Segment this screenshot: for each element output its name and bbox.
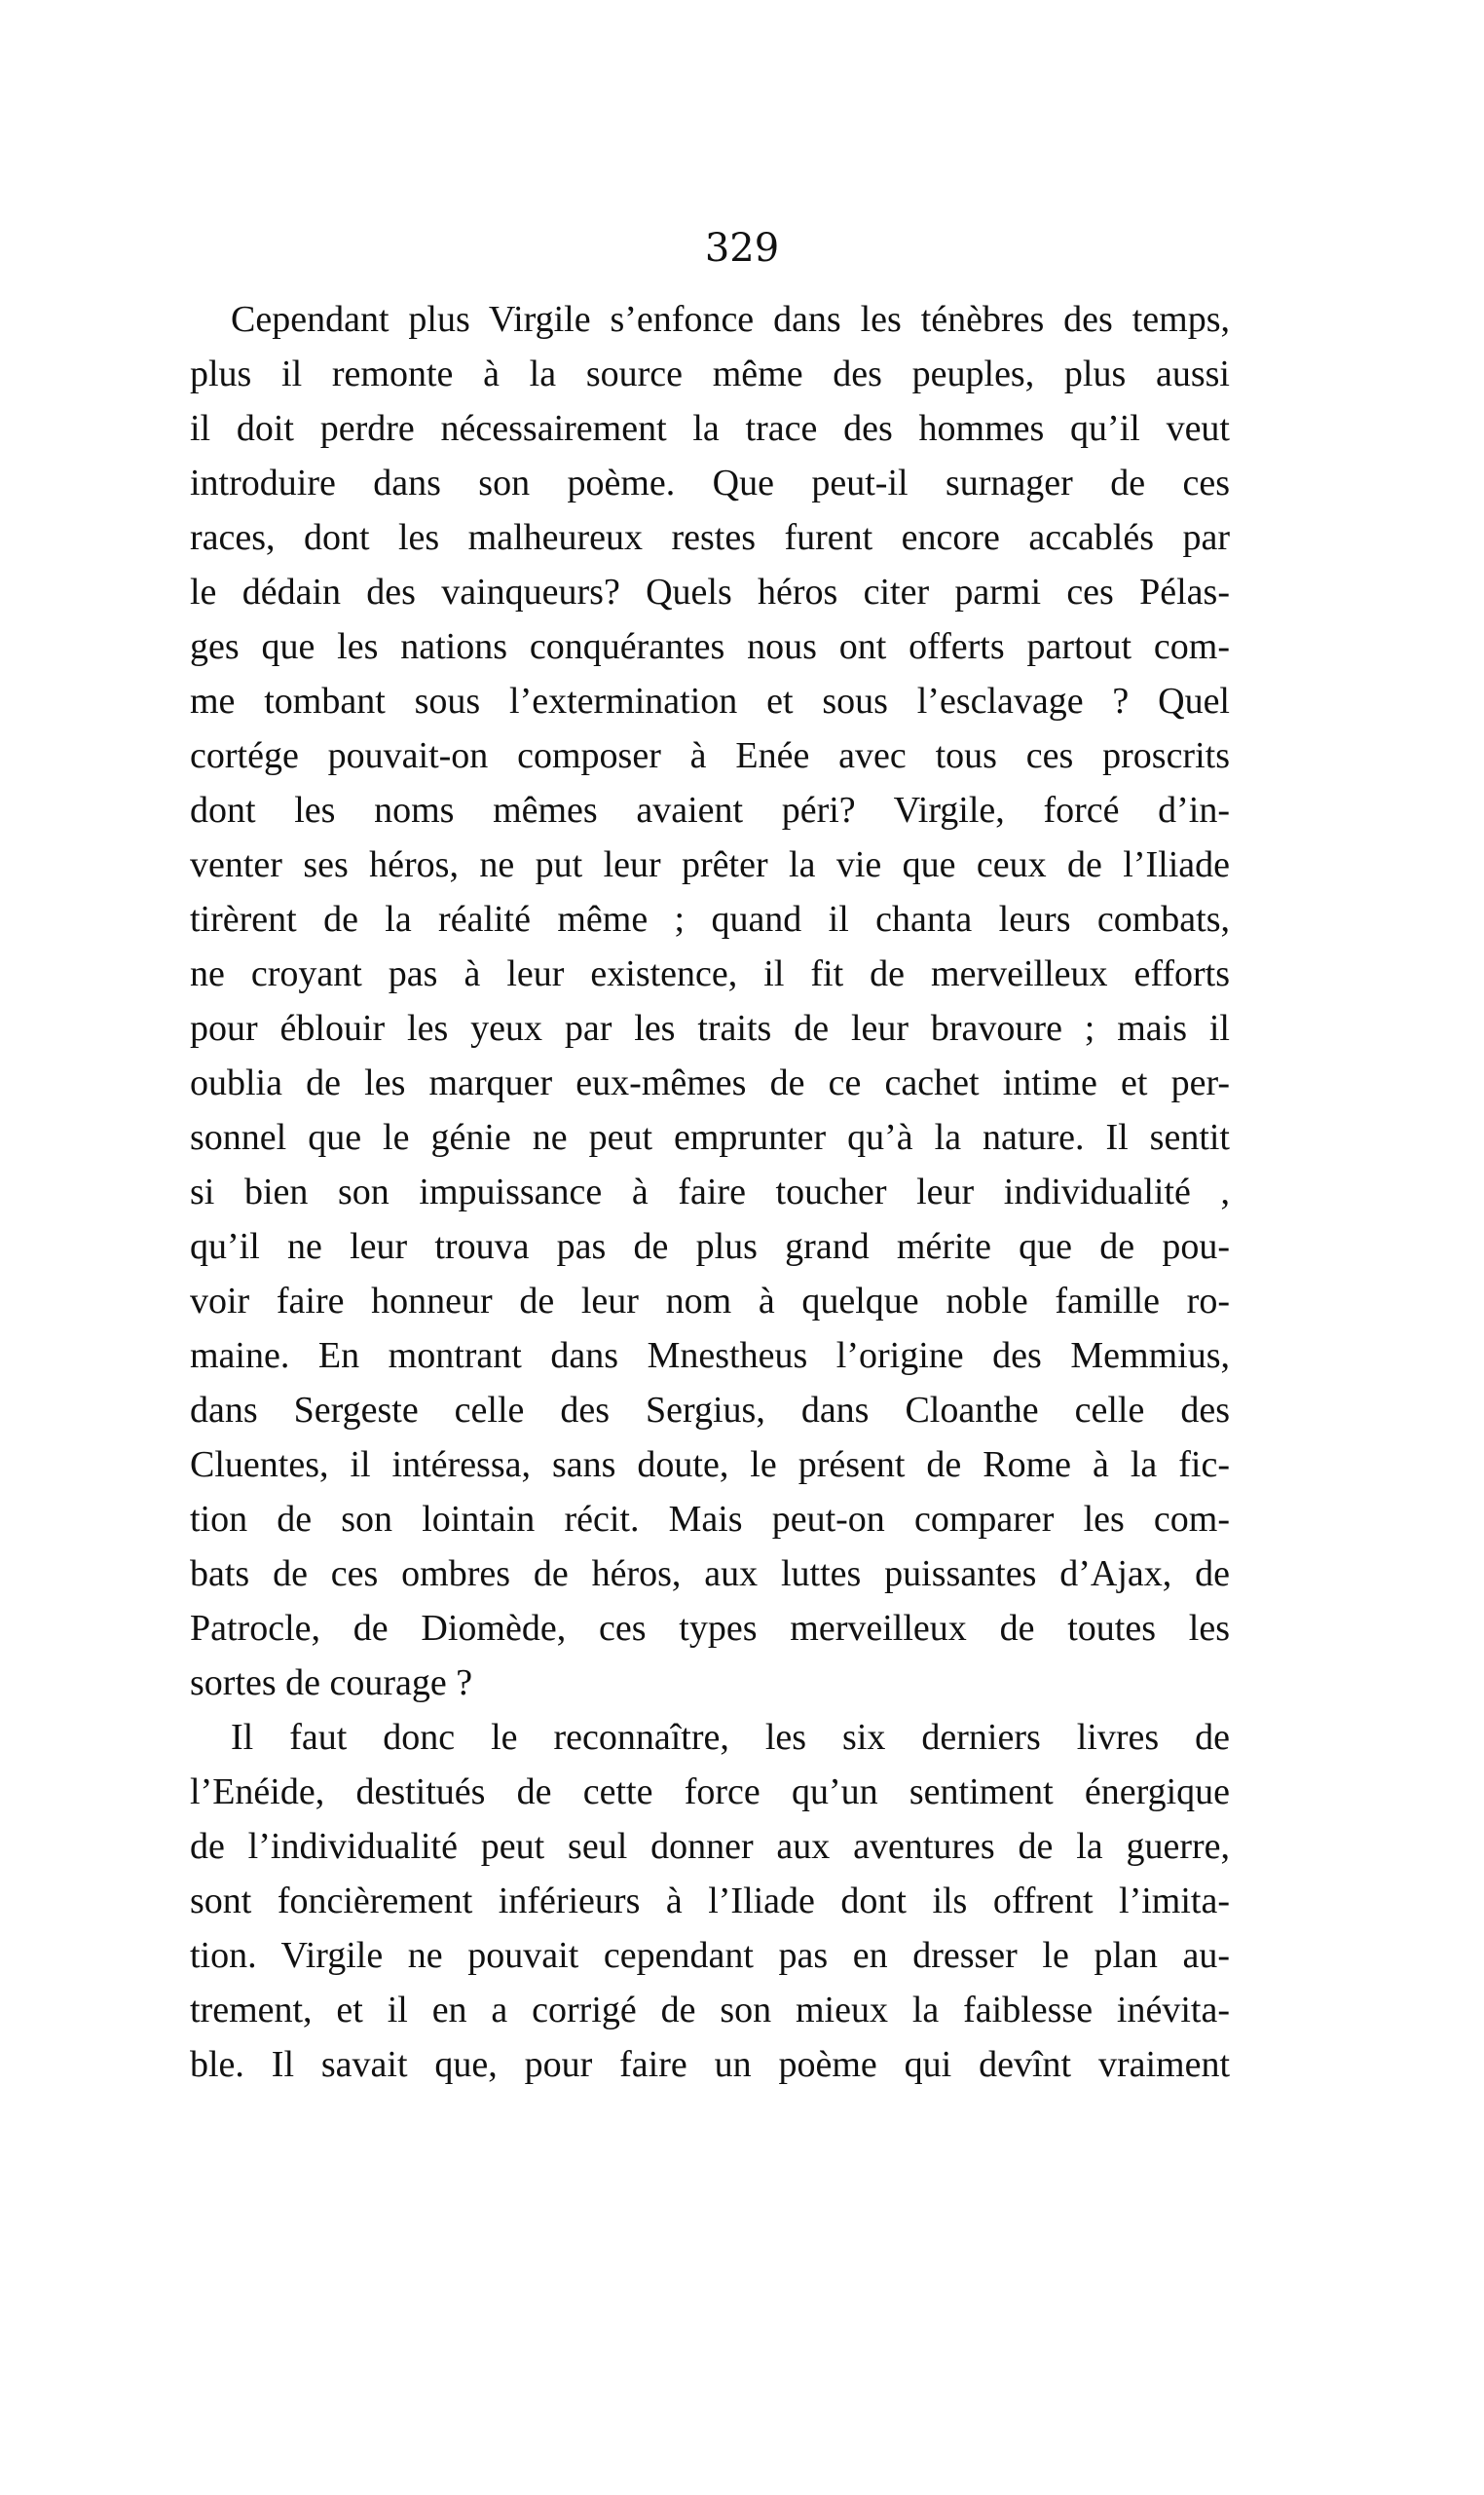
text-line: l’Enéide, destitués de cette force qu’un sentiment énergique: [190, 1771, 1230, 1812]
text-line: Cluentes, il intéressa, sans doute, le présent de Rome à la fic-: [190, 1444, 1230, 1485]
text-line: il doit perdre nécessairement la trace des hommes qu’il veut: [190, 408, 1230, 449]
text-line: Cependant plus Virgile s’enfonce dans les ténèbres des temps,: [231, 299, 1230, 340]
text-line: sont foncièrement inférieurs à l’Iliade dont ils offrent l’imita-: [190, 1881, 1230, 1921]
text-line: plus il remonte à la source même des peuples, plus aussi: [190, 354, 1230, 394]
text-line: oublia de les marquer eux-mêmes de ce cachet intime et per-: [190, 1062, 1230, 1103]
text-line: dans Sergeste celle des Sergius, dans Cloanthe celle des: [190, 1390, 1230, 1431]
text-line: ble. Il savait que, pour faire un poème qui devînt vraiment: [190, 2044, 1230, 2085]
text-line: venter ses héros, ne put leur prêter la vie que ceux de l’Iliade: [190, 844, 1230, 885]
text-line: dont les noms mêmes avaient péri? Virgile, forcé d’in-: [190, 790, 1230, 831]
text-line: sonnel que le génie ne peut emprunter qu’à la nature. Il sentit: [190, 1117, 1230, 1158]
text-line: me tombant sous l’extermination et sous l’esclavage ? Quel: [190, 681, 1230, 722]
text-line: races, dont les malheureux restes furent encore accablés par: [190, 517, 1230, 558]
text-line: tion. Virgile ne pouvait cependant pas en dresser le plan au-: [190, 1935, 1230, 1976]
text-line: de l’individualité peut seul donner aux aventures de la guerre,: [190, 1826, 1230, 1867]
page-number: 329: [704, 226, 780, 271]
text-line: sortes de courage ?: [190, 1662, 473, 1703]
body-text: [190, 292, 1230, 2092]
text-line: pour éblouir les yeux par les traits de leur bravoure ; mais il: [190, 1008, 1230, 1049]
text-line: cortége pouvait-on composer à Enée avec tous ces proscrits: [190, 735, 1230, 776]
text-line: Il faut donc le reconnaître, les six derniers livres de: [231, 1717, 1230, 1758]
text-line: ges que les nations conquérantes nous ont offerts partout com-: [190, 626, 1230, 667]
text-line: si bien son impuissance à faire toucher leur individualité ,: [190, 1172, 1230, 1212]
text-line: le dédain des vainqueurs? Quels héros citer parmi ces Pélas-: [190, 572, 1230, 613]
text-line: ne croyant pas à leur existence, il fit de merveilleux efforts: [190, 953, 1230, 994]
text-line: qu’il ne leur trouva pas de plus grand mérite que de pou-: [190, 1226, 1230, 1267]
text-line: tion de son lointain récit. Mais peut-on comparer les com-: [190, 1499, 1230, 1540]
text-line: Patrocle, de Diomède, ces types merveilleux de toutes les: [190, 1608, 1230, 1649]
text-line: voir faire honneur de leur nom à quelque noble famille ro-: [190, 1281, 1230, 1322]
text-line: bats de ces ombres de héros, aux luttes puissantes d’Ajax, de: [190, 1553, 1230, 1594]
text-line: tirèrent de la réalité même ; quand il chanta leurs combats,: [190, 899, 1230, 940]
text-line: introduire dans son poème. Que peut-il surnager de ces: [190, 463, 1230, 503]
text-line: trement, et il en a corrigé de son mieux la faiblesse inévita-: [190, 1990, 1230, 2030]
text-line: maine. En montrant dans Mnestheus l’origine des Memmius,: [190, 1335, 1230, 1376]
